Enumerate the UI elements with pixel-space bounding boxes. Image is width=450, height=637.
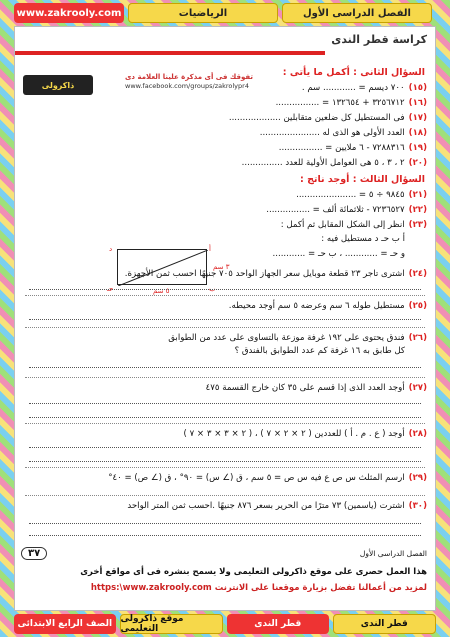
question-26-line2 bbox=[235, 346, 405, 356]
bottom-bar bbox=[14, 614, 436, 634]
top-bar bbox=[14, 3, 436, 25]
question-20 bbox=[242, 158, 427, 168]
question-text: كل طابق به ١٦ غرفة كم عدد الطوابق بالفندق ؟ bbox=[234, 346, 405, 356]
question-text: أوجد العدد الذى إذا قسم على ٣٥ كان خارج القسمة ٤٧٥ bbox=[205, 383, 405, 393]
question-27 bbox=[206, 383, 427, 393]
question-number: (١٦) bbox=[408, 98, 427, 108]
question-number: (٢٨) bbox=[408, 429, 427, 439]
answer-line[interactable] bbox=[29, 367, 421, 368]
header-divider bbox=[15, 51, 325, 55]
width-label: ٥ سم bbox=[153, 287, 170, 295]
answer-line[interactable] bbox=[29, 289, 421, 290]
question-text: مستطيل طوله ٦ سم وعرضه ٥ سم أوجد محيطه. bbox=[228, 301, 405, 311]
question-text: ٧٠٠ ديسم = ............ سم . bbox=[301, 83, 405, 93]
question-text: فندق يحتوى على ١٩٢ غرفة موزعة بالتساوى على عدد من الطوابق bbox=[168, 333, 405, 343]
question-text: انظر إلى الشكل المقابل ثم أكمل : bbox=[280, 220, 405, 230]
question-number: (١٥) bbox=[408, 83, 427, 93]
separator bbox=[25, 377, 425, 378]
grade-badge: الصف الرابع الابتدائى bbox=[14, 614, 116, 634]
promo-text: تفوقك فى أى مذكرة علينا العلامة دى bbox=[125, 73, 254, 81]
vertex-a: أ bbox=[209, 245, 211, 253]
question-number: (٢٩) bbox=[408, 473, 427, 483]
footer-visit-link[interactable]: لمزيد من أعمالنا تفضل بزيارة موقعنا على الانترنت https:\www.zakrooly.com bbox=[90, 583, 427, 593]
vertex-b: ب bbox=[209, 285, 216, 293]
question-text: ارسم المثلث س ص ع فيه س ص = ٥ سم ، ق (∠ س) = ٩٠° ، ق (∠ ص) = ٤٠° bbox=[108, 473, 405, 483]
question-21 bbox=[296, 190, 427, 200]
question-24 bbox=[125, 269, 427, 279]
question-18 bbox=[260, 128, 427, 138]
worksheet-page bbox=[14, 26, 436, 611]
answer-line[interactable] bbox=[29, 319, 421, 320]
footer-term-label: الفصل الدراسى الأول bbox=[359, 549, 427, 558]
page-number: ٣٧ bbox=[21, 547, 47, 560]
vertex-c: حـ bbox=[107, 285, 114, 293]
zakrooly-logo bbox=[23, 75, 93, 95]
booklet-badge-2: قطر الندى bbox=[333, 614, 437, 634]
answer-line[interactable] bbox=[29, 461, 421, 462]
question-23 bbox=[281, 220, 427, 230]
term-badge: الفصل الدراسى الأول bbox=[282, 3, 432, 23]
question-number: (٢٠) bbox=[408, 158, 427, 168]
question-text: اشترت (ياسمين) ٧٣ مترًا من الحرير بسعر ٨٧٦ جنيهًا .احسب ثمن المتر الواحد bbox=[127, 501, 405, 511]
question-number: (١٨) bbox=[408, 128, 427, 138]
promo-link[interactable]: www.facebook.com/groups/zakrolypr4 bbox=[125, 82, 249, 90]
question-text: أوجد ( ع . م . أ ) للعددين ( ٢ × ٢ × ٧ ) ، ( ٢ × ٣ × ٣ × ٧ ) bbox=[183, 429, 405, 439]
site-url-badge[interactable]: www.zakrooly.com bbox=[14, 3, 124, 23]
question-30 bbox=[127, 501, 427, 511]
question-subtext: و حـ = ............ ، ب حـ = ............ bbox=[272, 249, 405, 259]
question-26 bbox=[168, 333, 427, 343]
question-text: ٣٢٥٦٧١٢ + ١٣٢٦٥٤ = ................ bbox=[275, 98, 405, 108]
logo-text: ذاكرولى bbox=[41, 80, 75, 90]
question-number: (٢٣) bbox=[408, 220, 427, 230]
question-15 bbox=[302, 83, 427, 93]
separator bbox=[25, 295, 425, 296]
vertex-d: د bbox=[109, 245, 113, 253]
question-number: (١٧) bbox=[408, 113, 427, 123]
separator bbox=[25, 467, 425, 468]
question-number: (٢٢) bbox=[408, 205, 427, 215]
question-subtext: أ ب حـ د مستطيل فيه : bbox=[321, 234, 405, 244]
site-badge[interactable]: موقع ذاكرولى التعليمى bbox=[120, 614, 224, 634]
question-number: (٣٠) bbox=[408, 501, 427, 511]
diagonal-line bbox=[118, 250, 208, 286]
question-number: (٢٤) bbox=[408, 269, 427, 279]
footer-notice: هذا العمل حصرى على موقع ذاكرولى التعليمى ولا يسمح بنشره فى أى مواقع أخرى bbox=[80, 567, 427, 577]
page-header bbox=[331, 33, 427, 46]
question-number: (٢٥) bbox=[408, 301, 427, 311]
question-29 bbox=[108, 473, 427, 483]
question-text: ٩٨٤٥ ÷ ٥ = ...................... bbox=[296, 190, 405, 200]
question-19 bbox=[279, 143, 427, 153]
question-text: اشترى تاجر ٢٣ قطعة موبايل سعر الجهاز الواحد ٧٠٥ جنيهًا احسب ثمن الأجهزة. bbox=[124, 269, 405, 279]
question-17 bbox=[229, 113, 427, 123]
height-label: ٣ سم bbox=[213, 263, 230, 271]
question-number: (٢٦) bbox=[408, 333, 427, 343]
answer-line[interactable] bbox=[29, 535, 421, 536]
question-23-sub2 bbox=[273, 249, 406, 259]
answer-line[interactable] bbox=[29, 523, 421, 524]
question-16 bbox=[276, 98, 427, 108]
answer-line[interactable] bbox=[29, 417, 421, 418]
question-number: (٢٧) bbox=[408, 383, 427, 393]
question-text: ٧٢٨٨٣١٦ - ٦ ملايين = ................ bbox=[278, 143, 405, 153]
answer-line[interactable] bbox=[29, 403, 421, 404]
rectangle-figure bbox=[117, 249, 207, 285]
question-number: (٢١) bbox=[408, 190, 427, 200]
answer-line[interactable] bbox=[29, 447, 421, 448]
separator bbox=[25, 495, 425, 496]
question-text: ٧٢٣٦٥٢٧ - ثلاثمائة ألف = ................ bbox=[266, 205, 405, 215]
subject-badge: الرياضيات bbox=[128, 3, 278, 23]
question-28 bbox=[183, 429, 427, 439]
separator bbox=[25, 423, 425, 424]
question-number: (١٩) bbox=[408, 143, 427, 153]
section-2-title: السؤال الثانى : أكمل ما يأتى : bbox=[282, 67, 425, 78]
question-text: ٢ ، ٣ ، ٥ هى العوامل الأولية للعدد ............... bbox=[241, 158, 405, 168]
question-22 bbox=[266, 205, 427, 215]
separator bbox=[25, 327, 425, 328]
question-text: العدد الأولى هو الذى له ...................... bbox=[259, 128, 405, 138]
question-23-sub1 bbox=[321, 234, 405, 244]
booklet-badge-1: قطر الندى bbox=[227, 614, 329, 634]
booklet-title: كراسة قطر الندى bbox=[331, 33, 427, 46]
question-25 bbox=[229, 301, 427, 311]
section-3-title: السؤال الثالث : أوجد ناتج : bbox=[299, 174, 425, 185]
question-text: فى المستطيل كل ضلعين متقابلين ................... bbox=[228, 113, 405, 123]
